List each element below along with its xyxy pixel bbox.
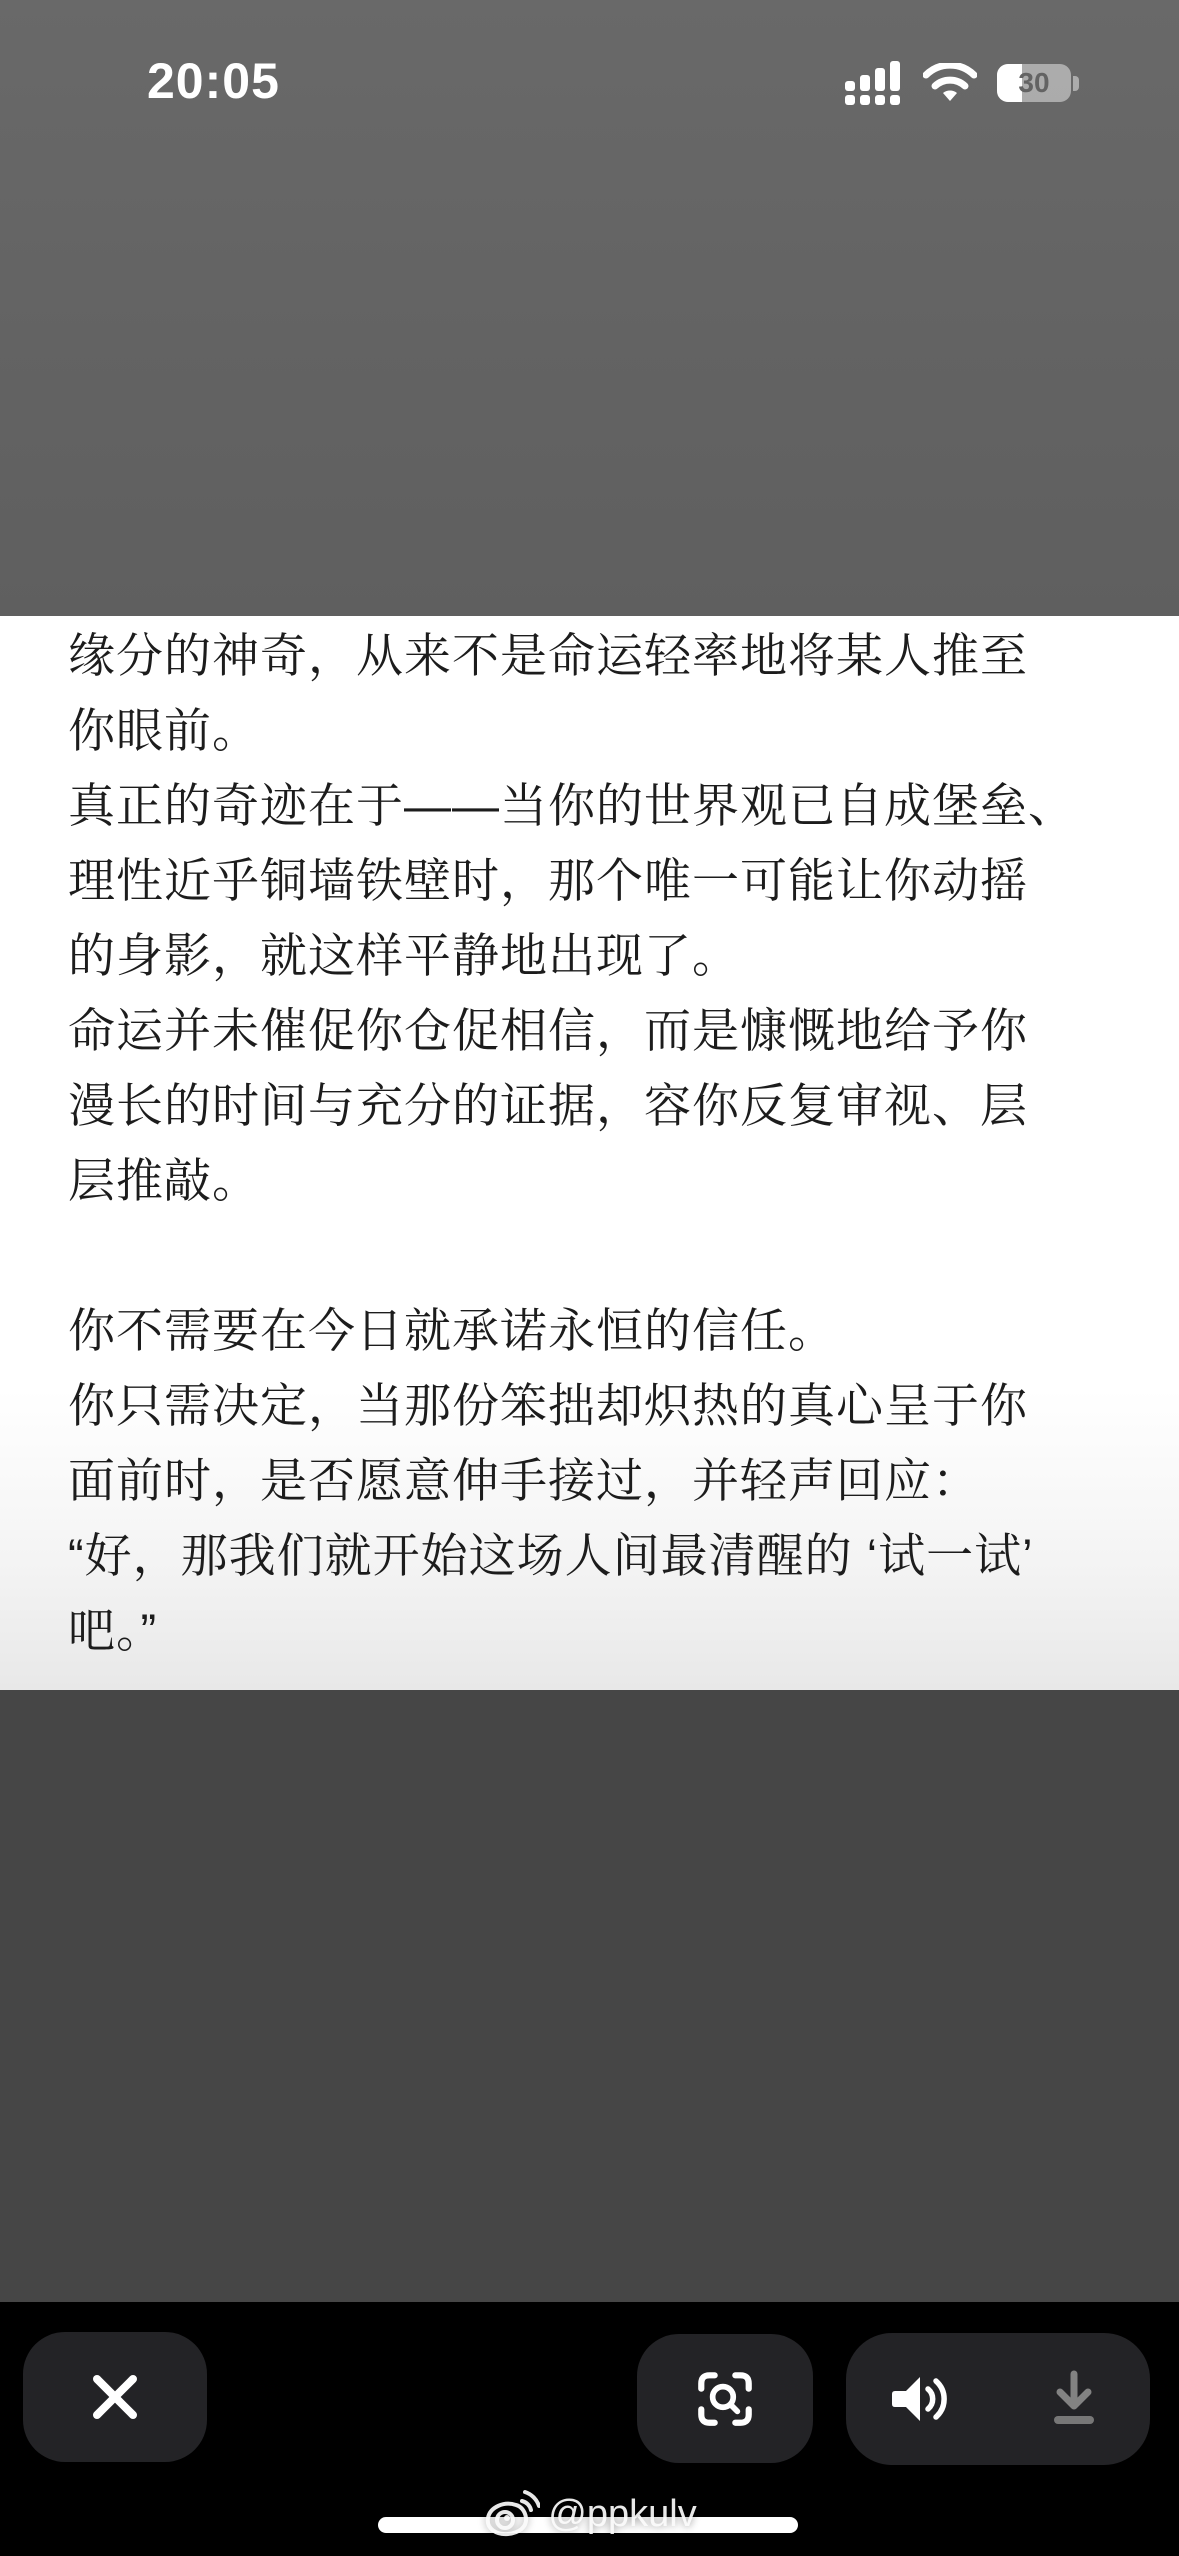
text-line: 理性近乎铜墙铁壁时，那个唯一可能让你动摇 <box>68 854 1028 907</box>
text-line: 你不需要在今日就承诺永恒的信任。 <box>68 1304 836 1357</box>
shared-image[interactable] <box>0 616 1179 1690</box>
watermark <box>0 2478 1179 2550</box>
watermark-handle: @ppkulv <box>548 2492 697 2535</box>
text-line: 缘分的神奇，从来不是命运轻率地将某人推至 <box>68 629 1028 682</box>
text-line: “好，那我们就开始这场人间最清醒的 ‘试一试’ <box>68 1529 1034 1582</box>
battery-nub <box>1073 76 1079 91</box>
battery-percent: 30 <box>1018 67 1050 98</box>
scan-magnifier-icon <box>692 2366 758 2432</box>
speaker-icon <box>887 2369 957 2429</box>
status-icons <box>845 58 1079 108</box>
wifi-icon <box>923 63 977 103</box>
close-button[interactable] <box>23 2332 207 2462</box>
volume-download-pill <box>846 2333 1150 2465</box>
text-line: 真正的奇迹在于——当你的世界观已自成堡垒、 <box>68 779 1076 832</box>
text-line: 面前时，是否愿意伸手接过，并轻声回应： <box>68 1454 980 1507</box>
image-search-button[interactable] <box>637 2334 813 2463</box>
cellular-signal-icon <box>845 61 903 105</box>
volume-button[interactable] <box>846 2333 998 2465</box>
text-line: 的身影，就这样平静地出现了。 <box>68 929 740 982</box>
image-text-block <box>68 618 1139 1668</box>
text-line: 你只需决定，当那份笨拙却炽热的真心呈于你 <box>68 1379 1028 1432</box>
text-line: 命运并未催促你仓促相信，而是慷慨地给予你 <box>68 1004 1028 1057</box>
close-x-icon <box>88 2370 142 2424</box>
battery-icon <box>997 64 1079 102</box>
status-time: 20:05 <box>147 53 280 109</box>
text-line: 层推敲。 <box>68 1154 260 1207</box>
text-line: 漫长的时间与充分的证据，容你反复审视、层 <box>68 1079 1028 1132</box>
viewer-top-background <box>0 0 1179 616</box>
text-line: 你眼前。 <box>68 704 260 757</box>
weibo-logo-icon <box>482 2489 540 2539</box>
text-line <box>68 1218 1139 1293</box>
download-arrow-icon <box>1043 2368 1105 2430</box>
text-line: 吧。” <box>68 1604 158 1657</box>
viewer-bottom-background <box>0 1690 1179 2302</box>
download-button[interactable] <box>998 2333 1150 2465</box>
